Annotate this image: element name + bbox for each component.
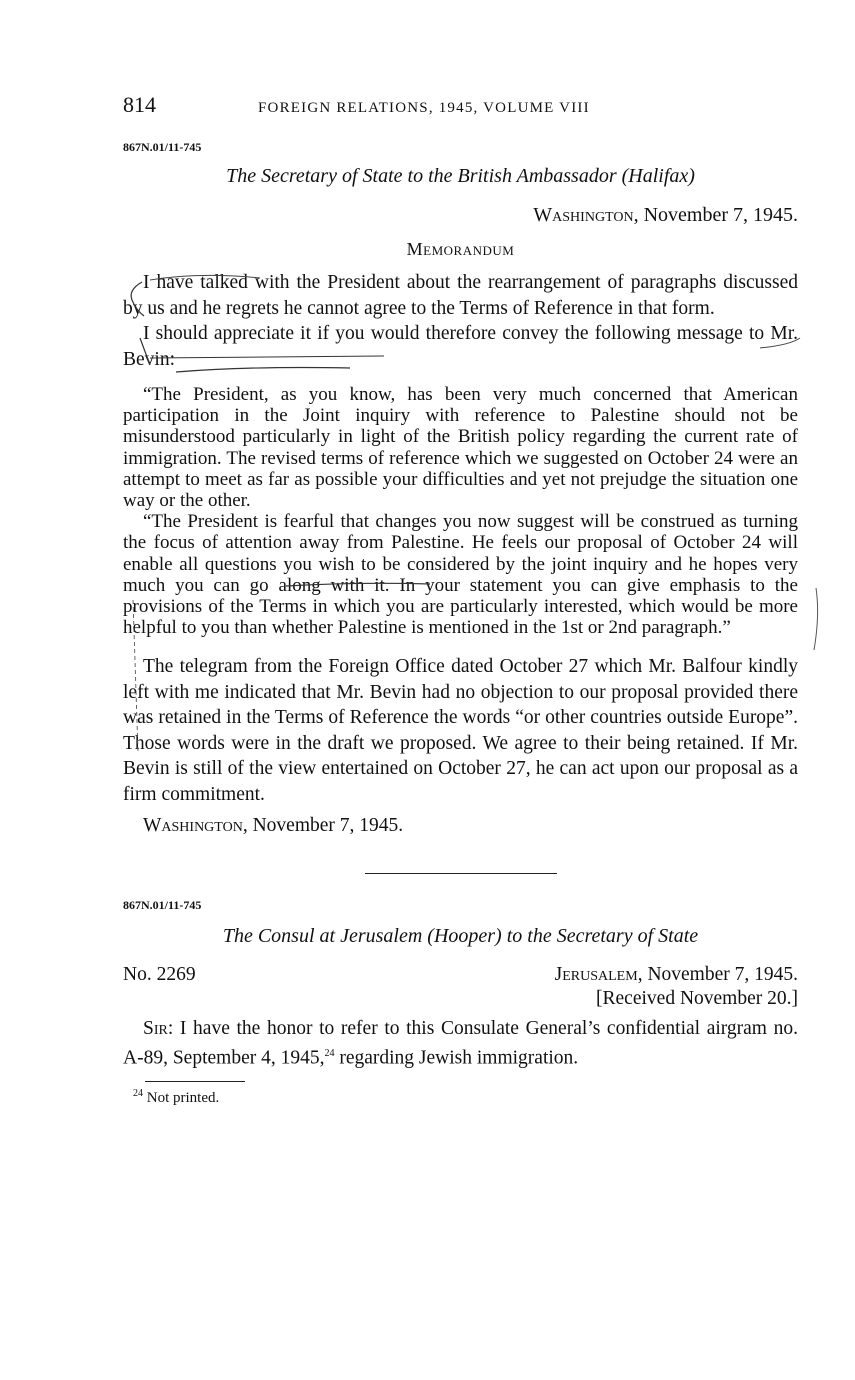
section-divider [365,873,557,874]
file-number-2: 867N.01/11-745 [123,897,202,912]
dateline-place-2: Jerusalem [554,963,638,985]
dateline-date-2: , November 7, 1945. [637,963,798,985]
dateline [123,204,798,227]
running-title: FOREIGN RELATIONS, 1945, VOLUME VIII [258,100,590,116]
footnote-mark: 24 [133,1088,143,1100]
page-number: 814 [123,92,156,117]
quote-paragraph-2: “The President is fearful that changes you now suggest will be construed as turning the focus of attention away from Palestine. He feels our proposal of October 24 will enable all questions you wish to be considered by the joint inquiry and he hopes very much you can go along with it. In your statement you can give emphasis to the provisions of the Terms in which you are particularly interested, which would be more helpful to you than whether Palestine is mentioned in the 1st or 2nd paragraph.” [123,511,798,639]
document-heading: The Secretary of State to the British Ambassador (Halifax) [226,165,695,187]
document-heading-2: The Consul at Jerusalem (Hooper) to the Secretary of State [222,924,699,947]
received-date: [Received November 20.] [596,987,798,1009]
running-header [123,92,798,122]
footnote [133,1088,798,1107]
footnote-divider [145,1081,245,1082]
salutation: Sir [143,1017,168,1039]
closing-date: , November 7, 1945. [242,815,404,837]
closing-place: Washington [143,815,243,837]
quoted-message [123,384,798,638]
letter-text-b: regarding Jewish immigration. [334,1047,579,1069]
closing-dateline [123,813,798,839]
document-page [123,92,798,1107]
memorandum-title: Memorandum [406,239,515,259]
memo-paragraph-3: The telegram from the Foreign Office dated October 27 which Mr. Balfour kindly left with me indicated that Mr. Bevin had no objection to our proposal provided there was retained in the Terms of Reference the words “or other countries outside Europe”. Those words were in the draft we proposed. We agree to their being retained. If Mr. Bevin is still of the view entertained on October 27, he can act upon our proposal as a firm commitment. [123,656,798,805]
file-number: 867N.01/11-745 [123,140,202,154]
dateline-date: , November 7, 1945. [633,204,798,226]
dispatch-number: No. 2269 [123,963,196,985]
footnote-text: Not printed. [143,1090,220,1107]
quote-paragraph-1: “The President, as you know, has been very much concerned that American participation in the Joint inquiry with reference to Palestine should not be misunderstood particularly in light of the British policy regarding the current rate of immigration. The revised terms of reference which we suggested on October 24 were an attempt to meet as far as possible your difficulties and yet not prejudge the situation one way or the other. [123,384,798,512]
memo-paragraph-1: I have talked with the President about the rearrangement of paragraphs discussed by us and he regrets he cannot agree to the Terms of Reference in that form. [123,272,798,319]
dateline-2 [555,964,798,986]
dateline-place: Washington [533,204,634,226]
number-dateline-row [123,964,798,986]
letter-text-a: : I have the honor to refer to this Consulate General’s confidential airgram no. A-89, September 4, 1945, [123,1017,798,1069]
footnote-reference: 24 [324,1048,335,1060]
letter-paragraph-1 [123,1016,798,1072]
memo-paragraph-2: I should appreciate it if you would therefore convey the following message to Mr. Bevin: [123,323,798,370]
